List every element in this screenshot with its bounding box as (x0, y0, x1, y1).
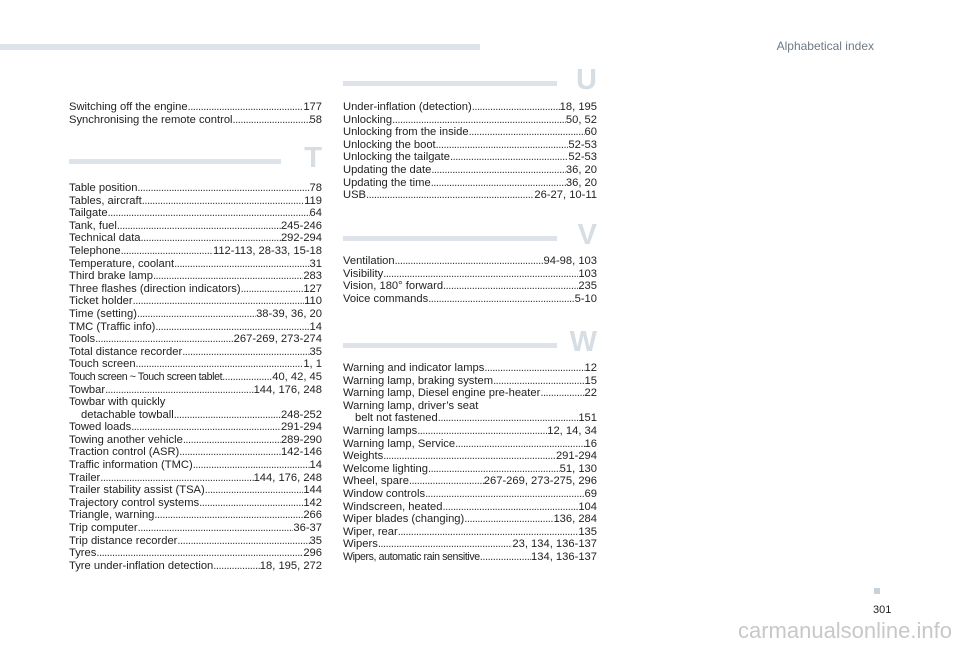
section-w-header (343, 326, 597, 362)
index-entry: Tyres ..... 296 (69, 547, 322, 560)
index-entry: Ventilation ..... 94-98, 103 (343, 255, 597, 268)
index-entry: Triangle, warning ..... 266 (69, 509, 322, 522)
index-entry: Towing another vehicle ..... 289-290 (69, 434, 322, 447)
index-entry: Ticket holder ..... 110 (69, 295, 322, 308)
index-entry: Updating the time ..... 36, 20 (343, 177, 597, 190)
section-v-header (343, 219, 597, 255)
index-entry: Voice commands ..... 5-10 (343, 293, 597, 306)
index-entry: Total distance recorder ..... 35 (69, 346, 322, 359)
index-entry: Wipers ..... 23, 134, 136-137 (343, 538, 597, 551)
index-entry: Wiper, rear ..... 135 (343, 526, 597, 539)
index-entry-head: Warning lamp, driver’s seat (343, 399, 479, 412)
index-entry: Tools ..... 267-269, 273-274 (69, 333, 322, 346)
index-entry: Synchronising the remote control ..... 58 (69, 114, 322, 127)
section-letter: T (304, 142, 322, 174)
section-letter: V (577, 219, 597, 251)
index-entry: Visibility ..... 103 (343, 268, 597, 281)
index-entry: Three flashes (direction indicators) ..... 127 (69, 283, 322, 296)
index-entry: Unlocking ..... 50, 52 (343, 114, 597, 127)
index-entry: Table position ..... 78 (69, 182, 322, 195)
index-entry: TMC (Traffic info) ..... 14 (69, 321, 322, 334)
index-entry: Unlocking the tailgate ..... 52-53 (343, 151, 597, 164)
section-u-list (343, 101, 597, 202)
index-entry: Towbar ..... 144, 176, 248 (69, 384, 322, 397)
index-entry: Wiper blades (changing) ..... 136, 284 (343, 513, 597, 526)
index-entry: Trajectory control systems ..... 142 (69, 497, 322, 510)
index-entry: Third brake lamp ..... 283 (69, 270, 322, 283)
index-entry: Touch screen ~ Touch screen tablet ..... 40, 42, 45 (69, 371, 322, 384)
index-entry: Warning lamp, Service ..... 16 (343, 438, 597, 451)
section-letter: U (576, 64, 597, 96)
index-entry: Warning lamps ..... 12, 14, 34 (343, 425, 597, 438)
index-entry: Towed loads ..... 291-294 (69, 421, 322, 434)
index-entry: detachable towball ..... 248-252 (69, 409, 322, 422)
index-entry: Trailer ..... 144, 176, 248 (69, 472, 322, 485)
index-entry: Warning and indicator lamps ..... 12 (343, 362, 597, 375)
section-s-list (69, 101, 322, 126)
index-entry: Unlocking the boot ..... 52-53 (343, 139, 597, 152)
section-divider (343, 343, 557, 348)
index-entry: Window controls ..... 69 (343, 488, 597, 501)
index-entry: Traffic information (TMC) ..... 14 (69, 459, 322, 472)
index-entry: belt not fastened ..... 151 (343, 412, 597, 425)
index-entry: Time (setting) ..... 38-39, 36, 20 (69, 308, 322, 321)
header-bar (0, 44, 480, 50)
index-entry: Updating the date ..... 36, 20 (343, 164, 597, 177)
section-t-list (69, 182, 322, 572)
index-entry: Tank, fuel ..... 245-246 (69, 220, 322, 233)
watermark: carmanualsonline.info (737, 618, 952, 643)
index-entry: Unlocking from the inside ..... 60 (343, 126, 597, 139)
index-entry: Under-inflation (detection) ..... 18, 195 (343, 101, 597, 114)
index-entry: Trip distance recorder ..... 35 (69, 535, 322, 548)
index-entry: Touch screen ..... 1, 1 (69, 358, 322, 371)
index-entry: Switching off the engine ..... 177 (69, 101, 322, 114)
index-entry: Trip computer ..... 36-37 (69, 522, 322, 535)
page-title: Alphabetical index (776, 39, 874, 53)
corner-marker (874, 588, 880, 594)
section-letter: W (569, 326, 597, 358)
index-entry: Warning lamp, Diesel engine pre-heater ..... 22 (343, 387, 597, 400)
page-number: 301 (873, 604, 892, 616)
index-entry: Technical data ..... 292-294 (69, 232, 322, 245)
index-entry: Windscreen, heated ..... 104 (343, 501, 597, 514)
index-entry: Welcome lighting ..... 51, 130 (343, 463, 597, 476)
section-divider (343, 81, 557, 86)
section-v-list (343, 255, 597, 305)
index-entry: Trailer stability assist (TSA) ..... 144 (69, 484, 322, 497)
index-entry: Traction control (ASR) ..... 142-146 (69, 446, 322, 459)
index-entry-head: Towbar with quickly (69, 396, 166, 409)
section-divider (69, 159, 281, 164)
index-entry: Weights ..... 291-294 (343, 450, 597, 463)
section-w-list (343, 362, 597, 564)
section-divider (343, 236, 557, 241)
index-entry: Tailgate ..... 64 (69, 207, 322, 220)
section-u-header (343, 64, 597, 100)
index-entry: Tables, aircraft ..... 119 (69, 195, 322, 208)
index-entry: Tyre under-inflation detection ..... 18, 195, 272 (69, 560, 322, 573)
index-entry: Wipers, automatic rain sensitive ..... 134, 136-137 (343, 551, 597, 564)
section-t-header (69, 142, 322, 178)
index-entry: Wheel, spare ..... 267-269, 273-275, 296 (343, 475, 597, 488)
index-entry: USB ..... 26-27, 10-11 (343, 189, 597, 202)
index-entry: Temperature, coolant ..... 31 (69, 258, 322, 271)
index-entry: Vision, 180° forward ..... 235 (343, 280, 597, 293)
index-entry: Warning lamp, braking system ..... 15 (343, 375, 597, 388)
index-entry: Telephone ..... 112-113, 28-33, 15-18 (69, 245, 322, 258)
